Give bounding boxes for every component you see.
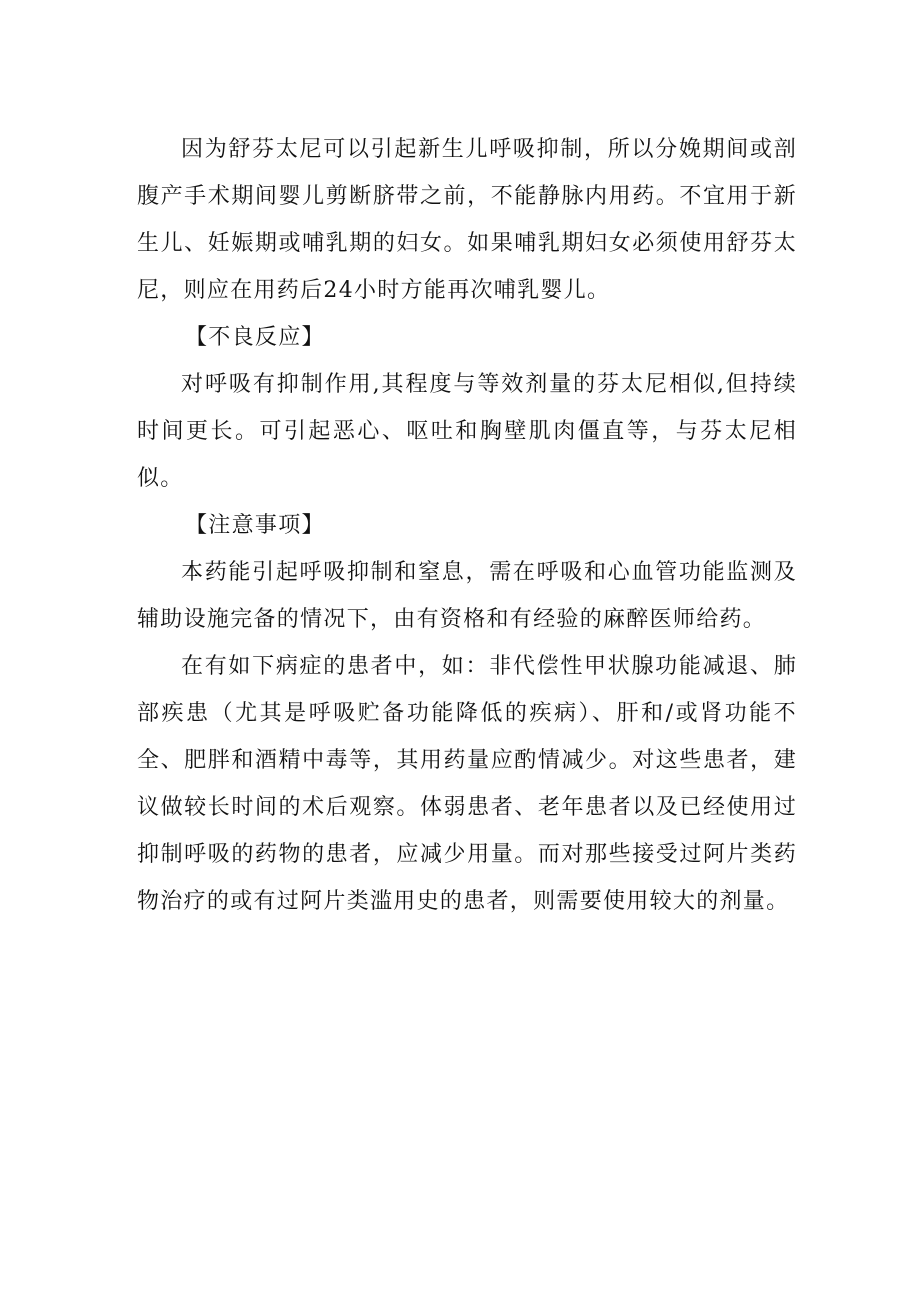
paragraph-precautions-monitoring: 本药能引起呼吸抑制和窒息，需在呼吸和心血管功能监测及辅助设施完备的情况下，由有资格和有经验的麻醉医师给药。 — [137, 560, 797, 632]
document-body — [137, 126, 797, 925]
heading-adverse-reactions: 【不良反应】 — [185, 325, 325, 350]
paragraph-precautions-dosage: 在有如下病症的患者中，如：非代偿性甲状腺功能减退、肺部疾患（尤其是呼吸贮备功能降低的疾病）、肝和/或肾功能不全、肥胖和酒精中毒等，其用药量应酌情减少。对这些患者，建议做较长时间的术后观察。体弱患者、老年患者以及已经使用过抑制呼吸的药物的患者，应减少用量。而对那些接受过阿片类药物治疗的或有过阿片类滥用史的患者，则需要使用较大的剂量。 — [137, 654, 797, 914]
paragraph-adverse-reactions: 对呼吸有抑制作用,其程度与等效剂量的芬太尼相似,但持续时间更长。可引起恶心、呕吐和胸壁肌肉僵直等，与芬太尼相似。 — [137, 372, 797, 491]
paragraph-neonatal-warning: 因为舒芬太尼可以引起新生儿呼吸抑制，所以分娩期间或剖腹产手术期间婴儿剪断脐带之前，不能静脉内用药。不宜用于新生儿、妊娠期或哺乳期的妇女。如果哺乳期妇女必须使用舒芬太尼，则应在用药后24小时方能再次哺乳婴儿。 — [137, 137, 797, 303]
heading-precautions: 【注意事项】 — [185, 513, 325, 538]
